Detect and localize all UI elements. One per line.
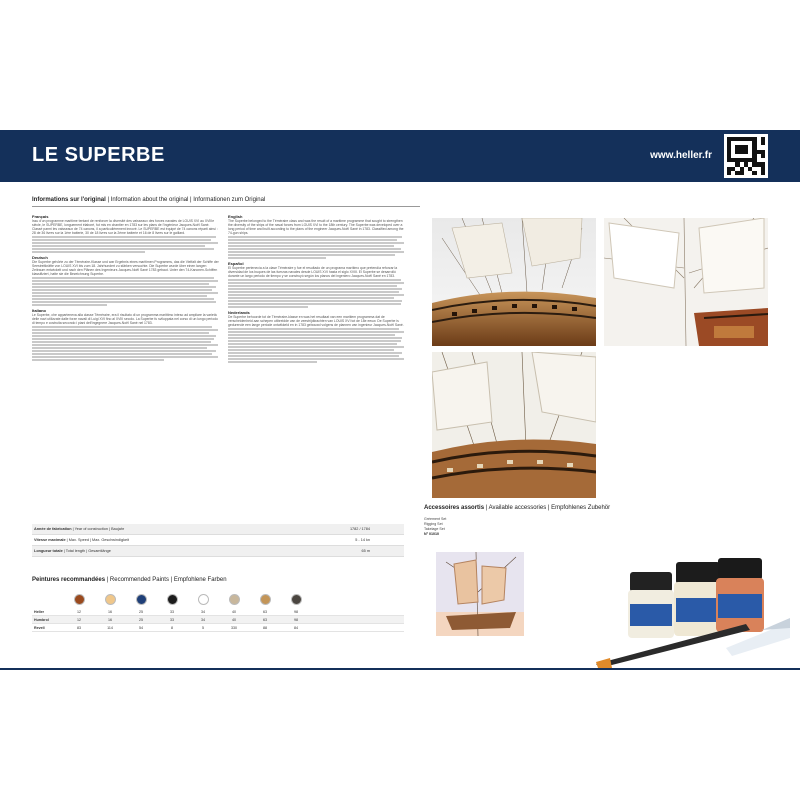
accessories-heading-rest: | Available accessories | Empfohlenes Zubehör [484, 505, 611, 511]
paragraph-es-continued [228, 279, 406, 308]
paint-code: 16 [108, 610, 112, 614]
paragraph-nl-continued [228, 328, 406, 363]
paint-code: 34 [201, 610, 205, 614]
lang-heading-nl: Nederlands [228, 310, 250, 315]
paragraph-fr-continued [32, 236, 220, 253]
website-link[interactable]: www.heller.fr [650, 150, 712, 161]
paint-code: 98 [294, 618, 298, 622]
spec-label: Longueur totale | Total length | Gesamtlänge [34, 549, 111, 553]
paint-swatch [198, 594, 209, 605]
title-banner [0, 130, 800, 182]
paint-code: 25 [139, 618, 143, 622]
paint-code: 40 [232, 618, 236, 622]
paint-swatch-row [32, 590, 404, 608]
page-title: LE SUPERBE [32, 144, 165, 166]
paint-swatch [105, 594, 116, 605]
accessories-heading [424, 505, 610, 511]
spec-value: 1782 / 1784 [349, 527, 370, 531]
bottom-band [0, 668, 800, 670]
paragraph-it: Le Superbe, che apparteneva alla classe Téméraire, era il risultato di un programma marittimo inteso ad ampliare la varietà delle navi utilizzate dalle forze navali di Luigi XVI fino al XVIII secolo. La Superbe fu sviluppata nel corso di un lungo periodo di tempo e costruita secondo i piani dell'ingegnere Jacques-Noël Sané nel 1783. [32, 313, 218, 325]
paint-code: 54 [139, 626, 143, 630]
paint-code: 330 [231, 626, 237, 630]
spec-row-year [32, 524, 404, 535]
paint-code: 34 [201, 618, 205, 622]
paragraph-it-continued [32, 326, 220, 361]
heading-divider [32, 206, 420, 207]
paints-heading [32, 577, 227, 583]
lang-heading-en: English [228, 214, 243, 219]
paints-table [32, 590, 404, 632]
lang-heading-es: Español [228, 261, 244, 266]
spec-label: Année de fabrication | Year of construction | Baujahr [34, 527, 125, 531]
paint-swatch [260, 594, 271, 605]
paint-brand-label: Humbrol [34, 618, 49, 622]
spec-row-speed [32, 535, 404, 546]
spec-value: 65 m [361, 549, 370, 553]
photo-stern-sails [604, 218, 768, 346]
paragraph-de: Die Superbe gehörte zu der Téméraire-Klasse und war Ergebnis eines maritimen Programms, das die Vielfalt der Schiffe der Seestreitkräfte von LOUIS XVI bis zum 18. Jahrhundert zu stärken versuchte. Die Superbe wurde über einen langen Zeitraum entwickelt und nach den Plänen des Ingenieurs Jacques-Noël Sané 1783 gebaut. Unter den 74-Kanonen-Schiffen klassifiziert, hatte sie die Bezeichnung Superbe. [32, 260, 219, 276]
paragraph-fr: Issu d'un programme maritime tentant de renforcer la diversité des vaisseaux des forces navales de LOUIS XVI au XVIIIe siècle, le SUPERBE, longuement élaboré, fut mis en chantier en 1783 sur les plans de l'ingénieur Jacques-Noël Sané. Classé parmi les vaisseaux de 74 canons, il a particulièrement innové. Le SUPERBE est équipé de 74 canons réparti ainsi : 28 de 36 livres sur la 1ère batterie, 30 de 18 livres sur la 2ème batterie et 16 de 8 livres sur le gaillard. [32, 219, 218, 235]
paragraph-de-continued [32, 277, 220, 306]
qr-code-icon[interactable] [724, 134, 768, 178]
paragraph-es: El Superbe pertenecía a la clase Téméraire y fue el resultado de un programa marítimo que pretendía reforzar la diversidad de los buques de las fuerzas navales desde LOUIS XVI hasta el siglo XVIII. El Superbe se desarrolló durante un largo periodo de tiempo y se construyó según los planos del ingeniero Jacques-Noël Sané en 1783. [228, 266, 398, 278]
paints-heading-rest: | Recommended Paints | Empfohlene Farben [105, 577, 227, 583]
paint-swatch [167, 594, 178, 605]
spec-row-length [32, 546, 404, 557]
accessory-item: Gréement Set [424, 517, 447, 521]
paint-swatch [291, 594, 302, 605]
accessories-heading-main: Accessoires assortis [424, 505, 485, 511]
accessory-item: Takelage Set [424, 527, 445, 531]
accessory-ref: N° 01010 [424, 532, 440, 536]
info-heading-main: Informations sur l'original [32, 197, 106, 203]
paragraph-en-continued [228, 236, 406, 259]
specs-table [32, 524, 404, 557]
paint-code: 33 [170, 610, 174, 614]
qr-code-pattern [727, 137, 765, 175]
paint-brand-label: Heller [34, 610, 44, 614]
paint-rows [32, 608, 404, 632]
paragraph-en: The Superbe belonged to the Téméraire class and was the result of a maritime programme that sought to strengthen the diversity of the ships of the naval forces from LOUIS XVI to the 18th century. The Superbe was developed over a long period of time and built according to the plans of the engineer Jacques-Noël Sané in 1783. Classified among the 74-gun ships. [228, 219, 404, 235]
info-heading-rest: | Information about the original | Informationen zum Original [105, 197, 266, 203]
paint-code: 84 [294, 626, 298, 630]
paint-code: 25 [139, 610, 143, 614]
paint-row [32, 608, 404, 616]
paint-code: 63 [263, 618, 267, 622]
paint-brand-label: Revell [34, 626, 45, 630]
paint-code: 98 [294, 610, 298, 614]
spec-value: 5 - 14 kn [355, 538, 370, 542]
lang-heading-it: Italiano [32, 308, 47, 313]
paint-code: 88 [263, 626, 267, 630]
paint-code: 12 [77, 618, 81, 622]
paint-code: 33 [170, 618, 174, 622]
paint-swatch [229, 594, 240, 605]
text-column-left [32, 212, 220, 512]
paint-swatch [74, 594, 85, 605]
paint-code: 83 [77, 626, 81, 630]
lang-heading-fr: Français [32, 214, 49, 219]
photo-hull-detail [432, 218, 596, 346]
photo-paint-jars [596, 552, 790, 668]
paint-code: 40 [232, 610, 236, 614]
spec-label: Vitesse maximale | Max. Speed | Max. Geschwindigkeit [34, 538, 129, 542]
paint-code: 114 [107, 626, 113, 630]
photo-rigging-set [436, 552, 524, 636]
paint-code: 8 [171, 626, 173, 630]
paint-swatch [136, 594, 147, 605]
paint-code: 16 [108, 618, 112, 622]
paragraph-nl: De Superbe behoorde tot de Téméraire-klasse en was het resultaat van een maritiem programma dat de verscheidenheid aan schepen uitbreidde van de zeestrijdkrachten van LOUIS XVI tot de 18e eeuw. De Superbe is gedurende een lange periode ontwikkeld en in 1783 gebouwd volgens de plannen van ingenieur Jacques-Noël Sané. [228, 315, 404, 327]
paint-row [32, 624, 404, 632]
content-area [0, 182, 800, 668]
photo-deck-guns [432, 352, 596, 498]
info-heading [32, 197, 265, 203]
accessory-item: Rigging Set [424, 522, 443, 526]
paint-row [32, 616, 404, 624]
lang-heading-de: Deutsch [32, 255, 48, 260]
paints-heading-main: Peintures recommandées [32, 577, 106, 583]
accessories-list [424, 517, 446, 537]
text-column-right [228, 212, 406, 512]
paint-code: 5 [202, 626, 204, 630]
paint-code: 63 [263, 610, 267, 614]
paint-code: 12 [77, 610, 81, 614]
